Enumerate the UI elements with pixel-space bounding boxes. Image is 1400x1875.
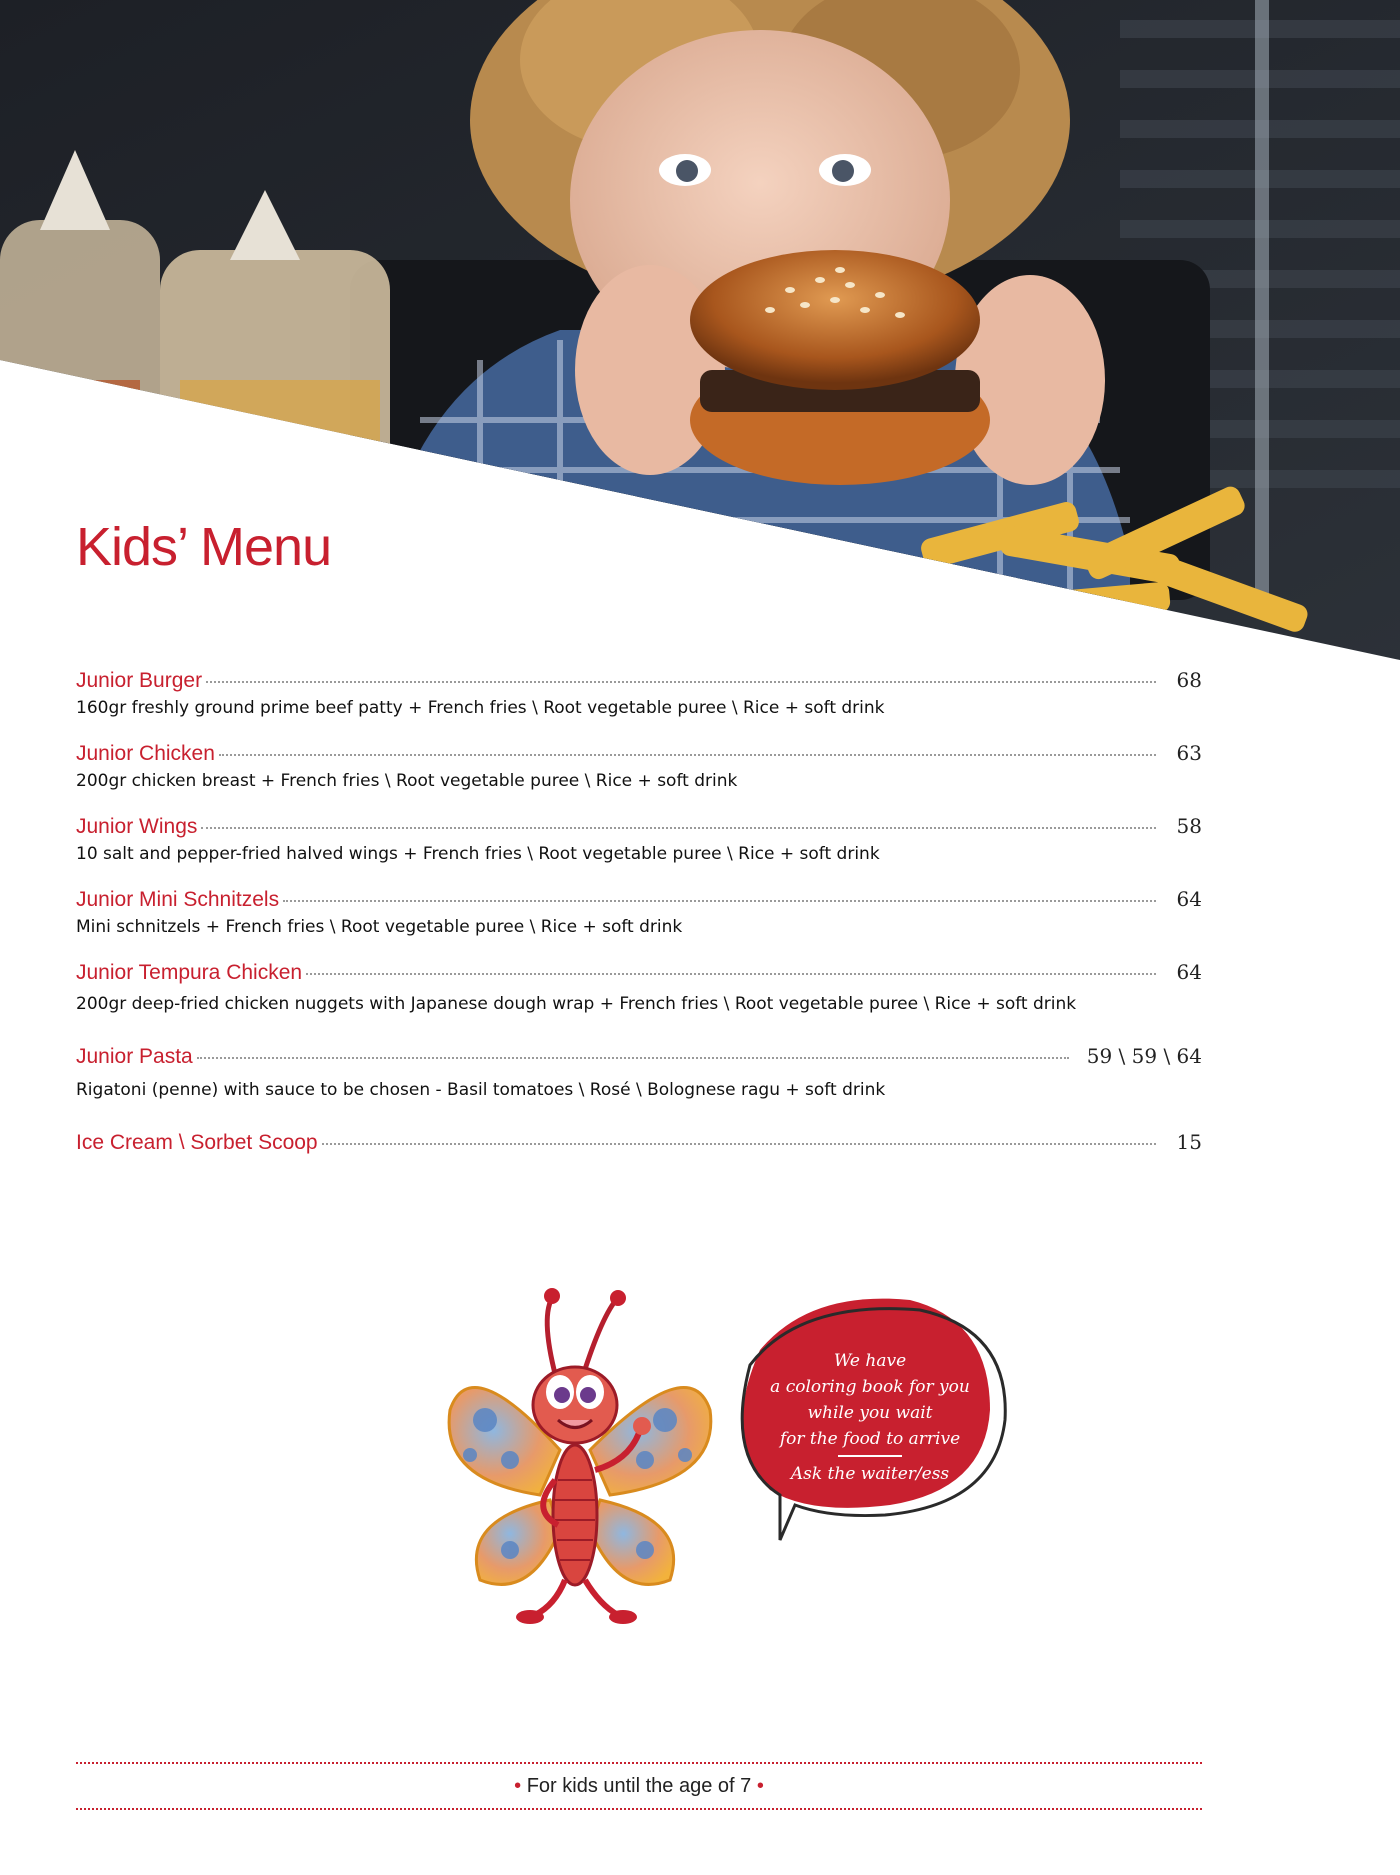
item-description: Rigatoni (penne) with sauce to be chosen - Basil tomatoes \ Rosé \ Bolognese ragu + soft drink — [76, 1080, 886, 1100]
item-description: Mini schnitzels + French fries \ Root vegetable puree \ Rice + soft drink — [76, 917, 683, 937]
bubble-text — [740, 1348, 1000, 1487]
menu-item — [76, 814, 1202, 864]
item-description: 200gr chicken breast + French fries \ Root vegetable puree \ Rice + soft drink — [76, 771, 738, 791]
item-price: 15 — [1176, 1130, 1202, 1154]
footer-note — [76, 1775, 1202, 1798]
item-name: Junior Wings — [76, 815, 198, 838]
dot-leader — [206, 680, 1156, 683]
dot-leader — [201, 826, 1156, 829]
item-name: Junior Mini Schnitzels — [76, 888, 280, 911]
menu-item — [76, 960, 1202, 1014]
dot-leader — [219, 753, 1156, 756]
item-price: 63 — [1176, 741, 1202, 765]
bubble-line: a coloring book for you — [770, 1377, 970, 1397]
bubble-action: Ask the waiter/ess — [790, 1464, 950, 1484]
item-name: Junior Chicken — [76, 742, 215, 765]
page-title: Kids’ Menu — [76, 517, 332, 577]
menu-item — [76, 741, 1202, 791]
menu-item — [76, 1044, 1202, 1100]
menu-item — [76, 1130, 1202, 1160]
item-name: Ice Cream \ Sorbet Scoop — [76, 1131, 318, 1154]
item-price: 59 \ 59 \ 64 — [1086, 1044, 1202, 1068]
bullet-icon: • — [514, 1775, 522, 1797]
footer-divider-bottom — [76, 1808, 1202, 1810]
bubble-line: We have — [833, 1351, 907, 1371]
item-description: 10 salt and pepper-fried halved wings + French fries \ Root vegetable puree \ Rice + soft drink — [76, 844, 880, 864]
item-name: Junior Burger — [76, 669, 203, 692]
item-name: Junior Pasta — [76, 1045, 193, 1068]
bubble-line: for the food to arrive — [779, 1429, 961, 1449]
dot-leader — [306, 972, 1156, 975]
menu-item — [76, 668, 1202, 718]
footer-divider-top — [76, 1762, 1202, 1764]
item-price: 64 — [1176, 960, 1202, 984]
bubble-divider — [838, 1455, 902, 1457]
item-price: 58 — [1176, 814, 1202, 838]
footer-note-text: For kids until the age of 7 — [526, 1775, 752, 1797]
dot-leader — [283, 899, 1156, 902]
item-name: Junior Tempura Chicken — [76, 961, 303, 984]
item-description: 200gr deep-fried chicken nuggets with Japanese dough wrap + French fries \ Root vegetable puree \ Rice + soft drink — [76, 994, 1077, 1014]
item-price: 64 — [1176, 887, 1202, 911]
butterfly-mascot-illustration — [440, 1280, 720, 1630]
dot-leader — [197, 1056, 1069, 1059]
item-price: 68 — [1176, 668, 1202, 692]
bullet-icon: • — [756, 1775, 764, 1797]
item-description: 160gr freshly ground prime beef patty + French fries \ Root vegetable puree \ Rice + soft drink — [76, 698, 885, 718]
menu-item — [76, 887, 1202, 937]
menu-list — [76, 668, 1202, 1160]
dot-leader — [322, 1142, 1156, 1145]
bubble-line: while you wait — [807, 1403, 933, 1423]
